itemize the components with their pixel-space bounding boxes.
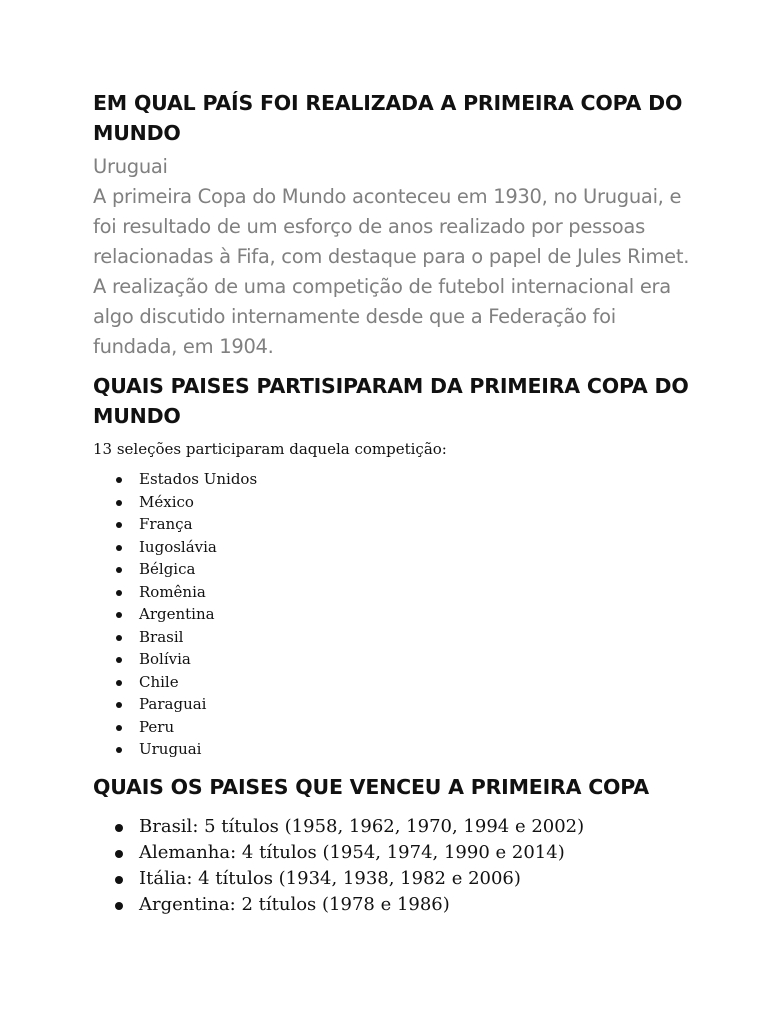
list-item: Paraguai (93, 693, 693, 716)
list-item: Argentina (93, 603, 693, 626)
list-item: Romênia (93, 581, 693, 604)
list-item: Brasil (93, 626, 693, 649)
participants-list (93, 468, 693, 761)
winners-list (93, 814, 693, 918)
list-item: Estados Unidos (93, 468, 693, 491)
section-heading-participants: QUAIS PAISES PARTISIPARAM DA PRIMEIRA COPA DO MUNDO (93, 374, 689, 428)
participants-intro: 13 seleções participaram daquela competição: (93, 440, 447, 458)
list-item: México (93, 491, 693, 514)
list-item: Peru (93, 716, 693, 739)
list-item: Iugoslávia (93, 536, 693, 559)
list-item: Bolívia (93, 648, 693, 671)
answer-text: Uruguai (93, 155, 168, 178)
list-item: Chile (93, 671, 693, 694)
document-page (93, 88, 693, 918)
list-item: Bélgica (93, 558, 693, 581)
list-item: França (93, 513, 693, 536)
list-item: Uruguai (93, 738, 693, 761)
section-heading-first-world-cup-host: EM QUAL PAÍS FOI REALIZADA A PRIMEIRA COPA DO MUNDO (93, 91, 683, 145)
list-item: Alemanha: 4 títulos (1954, 1974, 1990 e 2014) (93, 840, 693, 866)
section-heading-winners: QUAIS OS PAISES QUE VENCEU A PRIMEIRA COPA (93, 774, 649, 799)
history-paragraph: A primeira Copa do Mundo aconteceu em 1930, no Uruguai, e foi resultado de um esforço de anos realizado por pessoas relacionadas à Fifa, com destaque para o papel de Jules Rimet. A realização de uma competição de futebol internacional era algo discutido internamente desde que a Federação foi fundada, em 1904. (93, 185, 690, 358)
list-item: Brasil: 5 títulos (1958, 1962, 1970, 1994 e 2002) (93, 814, 693, 840)
list-item: Argentina: 2 títulos (1978 e 1986) (93, 892, 693, 918)
list-item: Itália: 4 títulos (1934, 1938, 1982 e 2006) (93, 866, 693, 892)
